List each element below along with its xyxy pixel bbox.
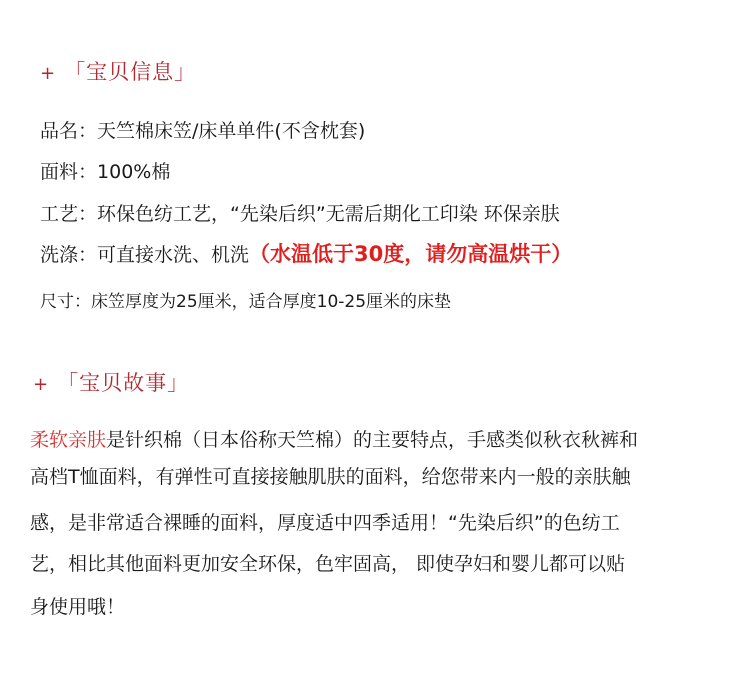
- story-paragraph-line: 高档T恤面料，有弹性可直接接触肌肤的面料，给您带来内一般的亲肤触: [30, 466, 631, 488]
- story-accent-text: 柔软亲肤: [30, 429, 107, 451]
- plus-icon: +: [40, 63, 57, 84]
- section-header-product-info: [40, 56, 196, 86]
- story-paragraph-line: 身使用哦！: [30, 596, 126, 618]
- story-paragraph-line: 感，是非常适合裸睡的面料，厚度适中四季适用！“先染后织”的色纺工: [30, 512, 620, 534]
- spec-row-craft: [40, 199, 560, 226]
- spec-value-craft: 环保色纺工艺，“先染后织”无需后期化工印染 环保亲肤: [97, 203, 560, 225]
- plus-icon: +: [33, 374, 50, 395]
- spec-label-craft: 工艺：: [40, 203, 98, 225]
- spec-row-product-name: [40, 116, 365, 143]
- spec-row-size: [40, 287, 451, 312]
- story-paragraph-line: 艺，相比其他面料更加安全环保，色牢固高， 即使孕妇和婴儿都可以贴: [30, 553, 626, 575]
- spec-row-material: [40, 157, 170, 184]
- washing-warning: （水温低于30度，请勿高温烘干）: [249, 242, 573, 266]
- story-text: 是针织棉（日本俗称天竺棉）的主要特点，手感类似秋衣秋裤和: [106, 429, 639, 451]
- spec-label-material: 面料：: [40, 161, 98, 183]
- spec-value-size: 床笠厚度为25厘米，适合厚度10-25厘米的床垫: [91, 292, 452, 312]
- story-paragraph-line: [30, 425, 742, 452]
- spec-label-product-name: 品名：: [40, 120, 98, 142]
- spec-value-material: 100%棉: [97, 161, 171, 183]
- spec-label-size: 尺寸：: [40, 292, 91, 312]
- section-title-product-info: 「宝贝信息」: [64, 60, 197, 84]
- spec-value-product-name: 天竺棉床笠/床单单件(不含枕套): [97, 120, 366, 142]
- spec-row-washing: [40, 238, 572, 268]
- section-title-product-story: 「宝贝故事」: [57, 371, 190, 395]
- spec-value-washing: 可直接水洗、机洗: [97, 244, 250, 266]
- spec-label-washing: 洗涤：: [40, 244, 98, 266]
- section-header-product-story: [33, 367, 189, 397]
